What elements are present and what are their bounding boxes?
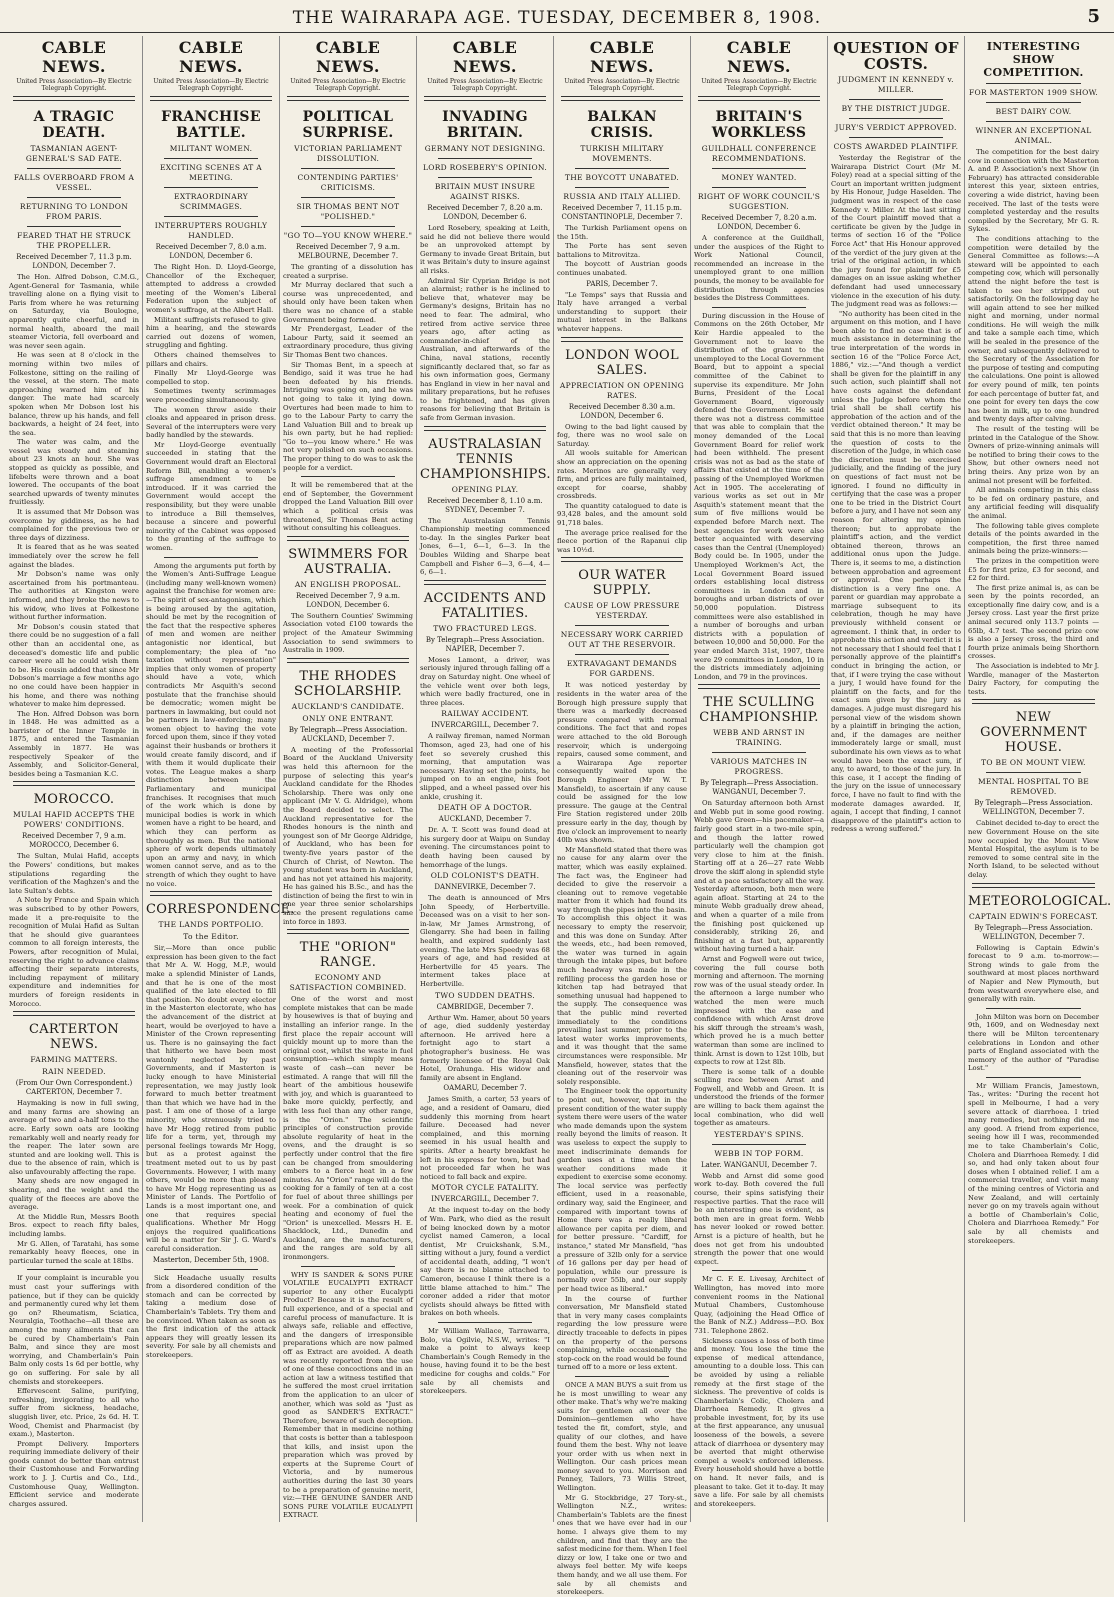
subheading: ECONOMY AND SATISFACTION COMBINED.	[289, 973, 407, 993]
paragraph: The Sultan, Mulai Hafid, accepts the Powers' conditions, but makes stipulations regarding the verification of the Maghzen's and the late Sultan's debts.	[9, 852, 139, 895]
dateline: Masterton, December 5th, 1908.	[152, 1255, 270, 1264]
divider	[575, 625, 669, 626]
column-heading: CABLE NEWS.	[41, 38, 107, 76]
subheading: WINNER AN EXCEPTIONAL ANIMAL.	[975, 126, 1092, 145]
headline: AUSTRALASIAN TENNIS CHAMPIONSHIPS.	[420, 436, 551, 482]
paragraph: Webb and Arnst did some good work to-day. Both covered the full course, their spins satisfying their respective parties. That the race will be an interesting one is evident, as both men are in great form. Webb has never looked or rowed better. Arnst is a picture of health, but he does not get from his undoubted strength the power that one would expect.	[694, 1171, 824, 1266]
subheading: TWO FRACTURED LEGS.	[433, 623, 537, 633]
headline: ACCIDENTS AND FATALITIES.	[423, 590, 547, 621]
divider	[301, 168, 395, 169]
paragraph: A railway fireman, named Norman Thomson, aged 23, had one of his feet so severely crushed this morning, that amputation was necessary. Having set the points, he jumped on to an engine, his foot slipped, and a wheel passed over his ankle, crushing it.	[420, 732, 550, 801]
paragraph: At the Middle Run, Messrs Booth Bros. expect to reach fifty bales, including lambs.	[9, 1212, 139, 1239]
divider	[712, 1270, 806, 1271]
divider	[561, 96, 683, 101]
divider	[986, 121, 1081, 122]
dateline: (From Our Own Correspondent.) CARTERTON, December 7.	[15, 1079, 133, 1097]
subheading: TURKISH MILITARY MOVEMENTS.	[580, 144, 664, 163]
subheading: THE LANDS PORTFOLIO.	[158, 920, 264, 930]
divider	[575, 654, 669, 655]
dateline: OAMARU, December 7.	[443, 1084, 527, 1093]
subheading: VICTORIAN PARLIAMENT DISSOLUTION.	[294, 144, 402, 163]
paragraph: The conditions attaching to the competition were detailed by the General Committee as follows:—A steward will be appointed to each competing cow, which will personally attend the night before the test is taken to see her stripped out satisfactorily. On the following day he will again attend to see her milked night and morning, under normal conditions. He will weigh the milk and take a sample each time, which will be sealed in the presence of the owner, and subsequently delivered to the Secretary of the Association for the purpose of testing and computing the calculations. One point is allowed for every pound of milk, ten points for each percentage of butter fat, and one point for every ten days the cow has been in milk, up to one hundred and twenty days after calving.	[968, 234, 1099, 424]
divider	[27, 1269, 121, 1270]
paragraph: The Porte has sent seven battalions to Mitrovitza.	[557, 242, 687, 259]
paragraph: The Engineer took the opportunity to point out, however, that in the present condition of the water supply system there were users of the water who made demands upon the system really beyond the limits of reason. It was useless to expect the supply to meet indiscriminate demands for garden uses at a time when the weather conditions made it expedient to exercise some economy. The local service was perfectly efficient, used in a reasonable, ordinary way, said the Engineer, and compared with important towns of Home there was a really liberal allowance per capita per diem, and for better pressure. "Cardiff, for instance," stated Mr Mansfield, "has a pressure of 32lb only for a service of 16 gallons per day per head of population, while our pressure is normally over 55lb, and our supply per head twice as liberal."	[557, 1087, 687, 1293]
subheading: FOR MASTERTON 1909 SHOW.	[969, 88, 1098, 97]
subheading: TWO SUDDEN DEATHS.	[435, 990, 535, 1000]
divider	[986, 1077, 1081, 1078]
headline: NEW GOVERNMENT HOUSE.	[980, 710, 1087, 756]
paragraph: In the course of further conversation, Mr Mansfield stated that in very many cases complaints regarding the low pressure were directly traceable to defects in pipes on the property of the persons complaining, while occasionally the stop-cock on the road would be found turned off to a more or less extent.	[557, 1294, 687, 1372]
dateline: Received December 7, 8.20 a.m. LONDON, December 6.	[427, 204, 543, 221]
paragraph: The women threw aside their cloaks and appeared in prison dress. Several of the interrupters were very badly handled by the stewards.	[146, 405, 276, 440]
headline: CORRESPONDENCE.	[146, 902, 295, 918]
subheading: EXTRAORDINARY SCRIMMAGES.	[174, 192, 248, 211]
column-5	[554, 36, 691, 1597]
divider	[13, 781, 135, 786]
masthead	[0, 0, 1114, 33]
dateline: Received December 7, 8.0 a.m. LONDON, December 6.	[155, 243, 267, 260]
dateline: By Telegraph—Press Association. WELLINGTON, December 7.	[974, 799, 1093, 817]
divider	[27, 197, 121, 198]
paragraph: A meeting of the Professorial Board of the Auckland University was held this afternoon for the purpose of selecting this year's Auckland candidate for the Rhodes Scholarship. There was only one applicant (Mr V. G. Aldridge), whom the Board decided to select. The Auckland representative for the Rhodes honours is the ninth and youngest son of Mr George Aldridge, of Auckland, who has been for twenty-five years pastor of the Church of Christ, of Newton. The young student was born in Auckland, and has not yet attained his majority. He has gained his B.Sc., and has the distinction of being the first to win in one year three senior scholarships since the present regulations came into force in 1893.	[283, 745, 413, 926]
divider	[575, 187, 669, 188]
divider	[972, 699, 1095, 704]
subheading: GUILDHALL CONFERENCE RECOMMENDATIONS.	[701, 144, 817, 163]
paragraph: The Southern Counties' Swimming Association voted £100 towards the project of the Amateur Swimming Association to send swimmers to Australia in 1909.	[283, 611, 413, 655]
paragraph: Arthur Wm. Hamer, about 50 years of age, died suddenly yesterday afternoon. He arrived here a fortnight ago to start a photographer's business. He was formerly licensee of the Royal Oak Hotel, Orahunga. His widow and family are absent in England.	[420, 1013, 550, 1082]
headline: OUR WATER SUPPLY.	[578, 568, 666, 599]
subheading: JUDGMENT IN KENNEDY v. MILLER.	[838, 75, 954, 94]
advertisement: Sickness causes a loss of both time and money. You lose the time the expense of medical attendance, amounting to a double loss. This can be avoided by using a reliable remedy at the first stage of the sickness. The preventive of colds is Chamberlain's Colic, Cholera and Diarrhoea Remedy. It gives a probable investment, for, by its use at the first appearance, any unusual looseness of the bowels, a severe attack of diarrhoea or dysentery may be averted that might otherwise compel a week's enforced idleness. Every household should have a bottle on hand. It never fails, and is pleasant to take. Get it to-day. It may save a life. For sale by all chemists and storekeepers.	[694, 1336, 824, 1508]
divider	[986, 83, 1081, 84]
dateline: INVERCARGILL, December 7.	[431, 1195, 539, 1204]
column-heading: CABLE NEWS.	[452, 38, 518, 76]
columns	[6, 36, 1112, 1597]
advertisement: If your complaint is incurable you must cast your sufferings with patience, but if they can be quickly and permanently cured why let them go on? Rheumatism, Sciatica, Neuralgia, Toothache—all these are among the many ailments that can be cured by Chamberlain's Pain Balm, and since they are most worrying, and Chamberlain's Pain Balm only costs 1s 6d per bottle, why go on suffering. For sale by all chemists and storekeepers.	[9, 1274, 139, 1386]
paragraph: During discussion in the House of Commons on the 26th October, Mr Keir Hardie appealed to the Government not to leave the distribution of the grant to the unemployed to the Local Government Board, but to appoint a special committee of the Cabinet to supervise its expenditure. Mr John Burns, President of the Local Government Board, vigorously defended the Government. He said there was not a distress committee that was able to complain that the money demanded of the Local Government Board for relief work had been withheld. The present crisis was not as bad as the state of affairs that existed at the time of the passing of the Unemployed Workmen Act in 1905. The accelerating of various works as set out in Mr Asquith's statement meant that the sum of five millions would be expended before March next. The best agencies for work were also better acquainted with deserving cases than the Central (Unemployed) Body could be. In 1905, under the Unemployed Workmen's Act, the Local Government Board issued orders establishing local distress committees in London and in boroughs and urban districts of over 50,000 population. Distress committees were also established in a number of boroughs and urban districts with a population of between 10,000 and 50,000. For the year ended March 31st, 1907, there were 29 committees in London, 10 in the districts immediately adjoining London, and 79 in the provinces.	[694, 311, 824, 681]
subheading: CAUSE OF LOW PRESSURE YESTERDAY.	[564, 601, 680, 621]
divider	[287, 96, 409, 101]
divider	[575, 168, 669, 169]
divider	[164, 557, 258, 558]
dateline: Later. WANGANUI, December 7.	[700, 1160, 818, 1169]
headline: BRITAIN'S WORKLESS	[711, 109, 807, 141]
headline: FRANCHISE BATTLE.	[161, 109, 261, 141]
advertisement: Mr William Wallace, Tarrawarra, Bolo, via Ogilvie, N.S.W., writes: "I make a point to always keep Chamberlain's Cough Remedy in the house, having found it to be the best medicine for coughs and colds." For sale by all chemists and storekeepers.	[420, 1327, 550, 1396]
paragraph: It is feared that as he was seated immediately over the screw he fell against the blades.	[9, 543, 139, 569]
paragraph: Mr Dobson's name was only ascertained from his portmanteau. The authorities at Kingston were informed, and they broke the news to his widow, who lives at Folkestone without further information.	[9, 570, 139, 622]
divider	[301, 197, 395, 198]
headline: POLITICAL SURPRISE.	[302, 109, 394, 141]
subheading: NECESSARY WORK CARRIED OUT AT THE RESERVOIR.	[560, 630, 684, 650]
paragraph: At the inquest to-day on the body of Wm. Park, who died as the result of being knocked down by a motor cyclist named Cameron, a local dentist, Mr Cruickshank, S.M., sitting without a jury, found a verdict of accidental death, adding, "I won't say there is no blame attached to Cameron, because I think there is a little blame attached to him." The coroner added a rider that motor cyclists should always be fitted with brakes on both wheels.	[420, 1206, 550, 1318]
paragraph: Mr G. Allen, of Taratahi, has some remarkably heavy fleeces, one in particular turned the scale at 18lbs.	[9, 1239, 139, 1265]
divider	[13, 96, 135, 101]
divider	[986, 1008, 1081, 1009]
headline: INTERESTING SHOW COMPETITION.	[983, 40, 1084, 79]
paragraph: Yesterday the Registrar of the Wairarapa District Court (Mr M. Foley) read at a special sitting of the Court an important written judgment by His Honour, Judge Haselden. The judgment was in respect of the case Kennedy v. Miller. At the last sitting of the Court plaintiff moved that a certificate be given by the Judge in terms of section 16 of the "Police Force Act" that His Honour approved of the verdict of the jury given at the trial of the original action, in which the jury found for plaintiff for £5 damages on an issue asking whether defendant had used unnecessary violence in the execution of his duty. The judgment read was as follows:—	[831, 154, 961, 309]
dateline: DANNEVIRKE, December 7.	[434, 883, 536, 892]
dateline: INVERCARGILL, December 7.	[431, 721, 539, 730]
advertisement: Mr C. F. E. Livesay, Architect of Wellington, has moved into more convenient rooms in the National Mutual Chambers, Customhouse Quay, (adjoining the Head Office of the Bank of N.Z.) Address—P.O. Box 731. Telephone 2862.	[694, 1275, 824, 1335]
divider	[301, 1266, 395, 1267]
subheading: EXTRAVAGANT DEMANDS FOR GARDENS.	[566, 659, 678, 679]
dateline: By Telegraph—Press Association. AUCKLAND, December 7.	[288, 725, 408, 743]
divider	[13, 1011, 135, 1016]
headline: BALKAN CRISIS.	[587, 109, 657, 141]
paragraph: He was seen at 8 o'clock in the morning within two miles of Folkestone, sitting on the railing of the vessel, at the stern. The mate approaching warned him of his danger. The mate had scarcely spoken when Mr Dobson lost his balance, threw up his hands, and fell backwards, a height of 24 feet, into the sea.	[9, 351, 139, 437]
paragraph: A Note by France and Spain which was subscribed to by other Powers, made it a pre-requisite to the recognition of Mulai Hafid as Sultan that he should give guarantees common to all foreign interests, the Powers, after recognition of Mulai, reserving the right to advance claims affecting their separate interests, including repayment of military expenditure and indemnities for murders of foreign residents in Morocco.	[9, 896, 139, 1008]
divider	[561, 337, 683, 342]
paragraph: One of the worst and most complete mistakes that can be made by housewives is that of buying and installing an inferior range. In the first place the repair account will quickly mount up to more than the original cost, whilst the waste in fuel consumption—which simply means waste of cash—can never be estimated. A range that will fill the heart of the ambitious housewife with joy, and which is guaranteed to bake more quickly, perfectly, and with less fuel than any other range, is the "Orion." The scientific principles of construction provide absolute regularity of heat in the ovens, and the draught is so perfectly under control that the fire can be changed from smouldering embers to a fierce heat in a few minutes. An "Orion" range will do the cooking for a family of ten at a cost for fuel of about three shillings per week. For a combination of quick heating and economy of fuel the "Orion" is unexcelled. Messrs H. E. Shacklock, Ltd., Dunedin and Auckland, are the manufacturers, and the ranges are sold by all ironmongers.	[283, 995, 413, 1262]
dateline: Received December 7, 11.3 p.m. LONDON, December 7.	[16, 253, 132, 270]
paragraph: The first prize animal is, as can be seen by the points recorded, an exceptionally fine dairy cow, and is a Jersey cross. Last year the first prize animal secured only 113.7 points — 65lb, 4.7 test. The second prize cow is also a Jersey cross, the third and fourth prize animals being Shorthorn crosses.	[968, 583, 1099, 661]
source-line: United Press Association—By Electric Telegraph Copyright.	[290, 78, 406, 92]
divider	[164, 216, 258, 217]
divider	[849, 118, 943, 119]
paragraph: Moses Lamont, a driver, was seriously injured through falling off a dray on Saturday night. One wheel of the vehicle went over both legs, which were badly fractured, one in three places.	[420, 655, 550, 707]
dateline: Received December 7, 11.15 p.m. CONSTANTINOPLE, December 7.	[561, 204, 683, 221]
source-line: United Press Association—By Electric Telegraph Copyright.	[16, 78, 132, 92]
column-4	[417, 36, 554, 1522]
source-line: United Press Association—By Electric Telegraph Copyright.	[153, 78, 269, 92]
headline: INVADING BRITAIN.	[442, 109, 528, 141]
paragraph: A conference at the Guildhall, under the auspices of the Right to Work National Council, recommended an increase in the unemployed grant to one million pounds, the money to be available for distribution through agencies besides the Distress Committees.	[694, 234, 825, 303]
source-line: United Press Association—By Electric Telegraph Copyright.	[701, 78, 817, 92]
paragraph: Mr Mansfield stated that there was no cause for any alarm over the matter, which was easily explained. The fact was, the Engineer had decided to give the reservoir a cleaning out to remove vegetable matter from it which had found its way through the pipes into the basin. To accomplish this object it was necessary to empty the reservoir, and this was done on Sunday. After the weeds, etc., had been removed, the water was turned in again through the intake pipes, but before much headway was made in the refilling process the garden hose or kitchen tap had betrayed that something unusual had happened to the supply. The consequence was that the public mind reverted immediately to the conditions prevailing last summer, prior to the latest water works improvements, and it was thought that the same circumstances were responsible. Mr Mansfield, however, states that the cleaning out of the reservoir was solely responsible.	[557, 845, 687, 1086]
divider	[712, 187, 806, 188]
paragraph: "Le Temps" says that Russia and Italy have arranged a verbal understanding to support their mutual interest in the Balkans whatever happens.	[557, 290, 687, 333]
divider	[424, 96, 546, 101]
headline: SWIMMERS FOR AUSTRALIA.	[288, 546, 408, 577]
divider	[986, 772, 1081, 773]
paragraph: "No authority has been cited in the argument on this motion, and I have been able to find no case that is of much assistance in determining the true interpretation of the words in section 16 of the "Police Force Act, 1886," viz.:—"And though a verdict shall be given for the plaintiff in any such action, such plaintiff shall not have costs against the defendant unless the Judge before whom the trial shall be shall certify his approbation of the action and of the verdict obtained thereon." It may be said that this is no more than leaving the question of costs to the discretion of the Judge, in which case the discretion must be exercised judicially, and the finding of the jury on questions of fact must not be ignored. I found no difficulty in certifying that the case was a proper one to be tried in the District Court before a jury, and I have not seen any reason for altering my opinion thereon; but to approbate the plaintiff's action, and the verdict obtained thereon, throws an additional onus upon the Judge. There is, it seems to me, a distinction between approbation and agreement or approval. One perhaps the distinction is a very fine one. A parent or guardian may approbate a marriage subsequent to its celebration, though he may have previously withheld consent or agreement. I think that, in order to approbate this action and verdict it is not necessary that I should feel that I personally approve of the plaintiff's conduct in bringing the action, or that, if I were trying the case without a jury, I would have found for the plaintiff on the facts, and for the exact sum given by the jury as damages. A judge must disregard his personal view of the wisdom shown by a plaintiff in bringing the action, and, if the damages are neither immoderately large or small, must subordinate his own views as to what would have been the exact sum, if any, to award, to those of the jury. In this case, it I accept the finding of the jury on the issue of unnecessary force, I have no fault to find with the moderate damages awarded. If, again, I accept that finding, I cannot disapprove of the plaintiff's action to redress a wrong suffered."	[831, 309, 961, 834]
paragraph: Others chained themselves to pillars and chairs.	[146, 350, 276, 368]
headline: THE SCULLING CHAMPIONSHIP.	[699, 695, 819, 726]
paragraph: Militant suffragists refused to give him a hearing, and the stewards carried out dozens of women, struggling and fighting.	[146, 315, 276, 350]
divider	[287, 536, 409, 541]
advertisement: WHY IS SANDER & SONS PURE VOLATILE EUCALYPTI EXTRACT superior to any other Eucalypti Product? Because it is the result of full experience, and of a special and careful process of manufacture. It is always safe, reliable and effective, and the dangers of irresponsible preparations which are now palmed off as Extract are avoided. A death was recently reported from the use of one of these concoctions and in an action at law a witness testified that he suffered the most cruel irritation from the application to an ulcer of another, which was sold as "Just as good as SANDER'S EXTRACT." Therefore, beware of such deception. Remember that in medicine nothing that costs is better than a tablespoon that kills, and insist upon the preparation which was proved by experts at the Supreme Court of Victoria, and by numerous authorities during the last 30 years to be a preparation of genuine merit, viz:—THE GENUINE SANDER AND SONS PURE VOLATILE EUCALYPTI EXTRACT.	[283, 1270, 413, 1520]
paragraph: Sometimes twenty scrimmages were proceeding simultaneously.	[146, 387, 276, 404]
divider	[150, 891, 272, 896]
paragraph: All animals competing in this class to be fed on ordinary pasture, and any artificial feeding will disqualify the animal.	[968, 486, 1099, 520]
dateline: PARIS, December 7.	[586, 279, 658, 288]
paragraph: Arnst and Fogwell were out twice, covering the full course both morning and afternoon. The morning row was of the usual steady order. In the afternoon a large number who watched the men were much impressed with the ease and confidence with which Arnst drove his skiff through the stream's wash, which proved he is a much better waterman than some are inclined to think. Arnst is down to 12st 10lb, but expects to row at 12st 8lb.	[694, 954, 824, 1067]
paragraph: All wools suitable for American show an appreciation on the opening rates. Merinos are generally very firm, and prices are fully maintained, except for coarse, shabby crossbreds.	[557, 449, 687, 501]
subheading: AUCKLAND'S CANDIDATE.	[291, 701, 405, 711]
subheading: SIR THOMAS BENT NOT "POLISHED."	[296, 202, 400, 221]
column-8	[965, 36, 1112, 1522]
paragraph: Mr Lloyd-George eventually succeeded in stating that the Government would draft an Electoral Reform Bill, enabling a women's suffrage amendment to be introduced. If it was carried the Government would accept the responsibility, but they were unable to introduce a Bill themselves, because a sincere and powerful minority of the Cabinet was opposed to the granting of the suffrage to women.	[146, 440, 276, 552]
subheading: To the Editor.	[183, 932, 239, 942]
column-7	[828, 36, 965, 1522]
divider	[27, 226, 121, 227]
subheading: BEST DAIRY COW.	[995, 107, 1072, 116]
subheading: TO BE ON MOUNT VIEW.	[981, 758, 1086, 768]
paragraph: Mr Dobson's cousin stated that there could be no suggestion of a fall other than an accidental one, as deceased's domestic life and public career were all he could wish them to be. His cousin added that since Mr Dobson's marriage a few months ago no one could have been happier in his home, and there was nothing whatever to make him depressed.	[9, 622, 139, 709]
column-3	[280, 36, 417, 1522]
divider	[438, 158, 532, 159]
source-line: United Press Association—By Electric Telegraph Copyright.	[564, 78, 680, 92]
divider	[164, 187, 258, 188]
paragraph: The water was calm, and the vessel was steady and steaming about 23 knots an hour. She was stopped as quickly as possible, and lifebelts were thrown and a boat lowered. The occupants of the boat searched upwards of twenty minutes fruitlessly.	[9, 438, 139, 507]
dateline: CAMBRIDGE, December 7.	[436, 1002, 534, 1011]
column-1	[6, 36, 143, 1522]
subheading: WEBB IN TOP FORM.	[714, 1148, 804, 1158]
headline: METEOROLOGICAL.	[968, 893, 1112, 909]
paragraph: It was noticed yesterday by residents in the water area of the Borough high pressure supply that there was a markedly decreased pressure compared with normal conditions. The fact that and ropes were attached to the old Borough reservoir, which is undergoing repairs, caused some comment, and a Wairarapa Age reporter consequently waited upon the Borough Engineer (Mr W. T. Mansfield), to ascertain if any cause could be assigned for the low pressure. The gauge at the Central Fire Station registered under 20lb pressure early in the day, though by five o'clock an improvement to nearly 40lb was shown.	[557, 681, 687, 845]
dateline: AUCKLAND, December 7.	[438, 815, 532, 824]
subheading: RIGHT OF WORK COUNCIL'S SUGGESTION.	[697, 192, 821, 211]
advertisement: Mr G. Stockbridge, 27 Tory-st., Wellington N.Z., writes: Chamberlain's Tablets are the finest ones that we have ever had in our home. I always give them to my children, and find that they are the safest medicine for them. When I feel dizzy or low, I take one or two and always feel better. My wife keeps them handy, and we all use them. For sale by all chemists and storekeepers.	[557, 1493, 687, 1597]
paragraph: Sir Thomas Bent, in a speech at Bendigo, said it was true he had been defeated by his friends. Intriguing was going on, and he was not going to take it lying down. Overtures had been made to him to go to the Labour Party to carry the Land Valuation Bill and to break up his own party, but he had replied: "Go to—you know where." He was not very polished on such occasions. The proper thing to do was to ask the people for a verdict.	[283, 360, 413, 472]
subheading: MILITANT WOMEN.	[169, 144, 253, 153]
paragraph: Cabinet decided to-day to erect the new Government House on the site now occupied by the Mount View Mental Hospital, the asylum is to be removed to some central site in the North Island, to be selected without delay.	[968, 819, 1099, 879]
advertisement: ONCE A MAN BUYS a suit from us he is most unwilling to wear any other make. That's why we're making suits for gentlemen all over the Dominion—gentlemen who have tested the fit, comfort, style, and quality of our clothes, and have found them the best. Why not leave your order with us when next in Wellington. Our cash prices mean money saved to you. Morrison and Penney, Tailors, 73 Willis Street, Wellington.	[557, 1380, 687, 1493]
dateline: Received December 8.30 a.m. LONDON, December 6.	[568, 402, 676, 420]
paragraph: Owing to the bad light caused by fog, there was no wool sale on Saturday.	[557, 422, 687, 448]
column-2	[143, 36, 295, 1522]
divider	[712, 307, 806, 308]
headline: A TRAGIC DEATH.	[33, 109, 115, 141]
divider	[712, 752, 806, 753]
headline: MOROCCO.	[33, 792, 115, 808]
dateline: Received December 8, 1.10 a.m. SYDNEY, December 7.	[427, 496, 543, 514]
divider	[150, 96, 272, 101]
divider	[164, 158, 258, 159]
divider	[849, 137, 943, 138]
headline: CARTERTON NEWS.	[28, 1022, 120, 1053]
column-6	[691, 36, 828, 1522]
subheading: RUSSIA AND ITALY ALLIED.	[563, 192, 681, 201]
divider	[424, 426, 546, 431]
subheading: APPRECIATION ON OPENING RATES.	[559, 380, 685, 400]
paragraph: The result of the testing will be printed in the Catalogue of the Show. Owners of prize-winning animals will be notified to bring their cows to the Show, but other owners need not bring theirs. Any prize won by an animal not present will be forfeited.	[968, 425, 1099, 485]
paragraph: There is some talk of a double sculling race between Arnst and Fogwell, and Webb and Green. It is understood the friends of the former are willing to back them against the local combination, who did well together as amateurs.	[694, 1067, 824, 1128]
subheading: FEARED THAT HE STRUCK THE PROPELLER.	[17, 231, 131, 250]
subheading: CAPTAIN EDWIN'S FORECAST.	[969, 911, 1098, 921]
subheading: OLD COLONIST'S DEATH.	[430, 871, 540, 881]
advertisement: Sick Headache usually results from a disordered condition of the stomach and can be corrected by taking a medium dose of Chamberlain's Tablets. Try them and be convinced. When taken as soon as the first indication of the attack appears they will greatly lessen its severity. For sale by all chemists and storekeepers.	[146, 1273, 276, 1359]
paragraph: Mr Prendergast, Leader of the Labour Party, said it seemed an extraordinary procedure, thus giving Sir Thomas Bent two chances.	[283, 325, 413, 359]
subheading: RAIN NEEDED.	[42, 1067, 106, 1077]
subheading: ONLY ONE ENTRANT.	[302, 713, 394, 723]
dateline: Received December 7, 9 a.m. MELBOURNE, December 7.	[295, 243, 400, 260]
paragraph: The granting of a dissolution has created a surprise.	[283, 263, 413, 280]
divider	[27, 168, 121, 169]
divider	[712, 1144, 806, 1145]
paragraph: The competition for the best dairy cow in connection with the Masterton A. and P. Association's next Show (in February) has attracted considerable interest this year, sixteen entries, covering a wide district, having been received. The last of the tests were completed yesterday and the results compiled by the Secretary, Mr G. R. Sykes.	[968, 148, 1099, 234]
divider	[164, 1269, 258, 1270]
page-number: 5	[1087, 6, 1100, 27]
divider	[438, 177, 532, 178]
paragraph: John Milton was born on December 9th, 1609, and on Wednesday next there will be Milton tercentenary celebrations in London and other parts of England associated with the memory of the author of "Paradise Lost."	[968, 1012, 1099, 1073]
subheading: BY THE DISTRICT JUDGE.	[841, 104, 951, 113]
divider	[301, 226, 395, 227]
paragraph: On Saturday afternoon both Arnst and Webb put in some good rowing. Webb gave Green—his pacemaker—a fairly good start in a two-mile spin, and though the latter rowed particularly well the champion got very close to him at the finish. Starting off at a 26—27 rate Webb drove the skiff along in splendid style and at a pace satisfactory all the way. Yesterday afternoon, both men were again afloat. Starting at 24 to the minute Webb gradually drew ahead, and when a quarter of a mile from the finishing post quickened up considerably, striking 26, and finishing at a fast but, apparently without having turned a hair.	[694, 799, 824, 954]
paragraph: The Hon. Alfred Dobson was born in 1848. He was admitted as a barrister of the Inner Temple in 1875, and entered the Tasmanian Assembly in 1877. He was respectively Speaker of the Assembly, and Solicitor-General, besides being a Tasmanian K.C.	[9, 709, 139, 778]
paragraph: The following table gives complete details of the points awarded in the competition, the first three named animals being the prize-winners:—	[968, 521, 1099, 556]
paragraph: The prizes in the competition were £5 for first prize, £3 for second, and £2 for third.	[968, 556, 1099, 583]
divider	[972, 883, 1095, 888]
subheading: RAILWAY ACCIDENT.	[441, 709, 529, 719]
divider	[438, 1322, 532, 1323]
paragraph: The death is announced of Mrs John Speedy, of Herbertville. Deceased was on a visit to her son-in-law, Mr James Armstrong, of Glengarry. She had been in failing health, and expired suddenly last evening. The late Mrs Speedy was 68 years of age, and had resided at Herbertville for 45 years. The interment takes place at Herbertville.	[420, 894, 550, 989]
advertisement: Effervescent Saline, purifying, refreshing, invigorating to all who suffer from sickness, headache, sluggish liver, etc. Price, 2s 6d. H. T. Wood, Chemist and Pharmacist (by exam.), Masterton.	[9, 1387, 139, 1439]
subheading: DEATH OF A DOCTOR.	[437, 803, 533, 813]
divider	[849, 99, 943, 100]
paragraph: Sir,—More than once public expression has been given to the fact that Mr A. W. Hogg, M.P., would make a splendid Minister of Lands, and that he is one of the most qualified of the late elected to fill that position. No doubt every elector in the Masterton electorate, who has the advancement of the district at heart, would be overjoyed to have a Minister of the Crown representing us. There is no gainsaying the fact that hitherto we have been most wantonly neglected by past Governments, and if Masterton is lucky enough to have Ministerial representation, we may justly look forward to much better treatment than that which we have had in the past. I am one of those of a large minority, who strenuously tried to have Mr Hogg retired from public life for a term, yet, through my personal feelings towards Mr Hogg, but as a protest against the treatment meted out to us by past Governments. However, I with many others, would be more than pleased to have Mr Hogg representing us as Minister of Lands. The Portfolio of Lands is a most important one, and one that requires special qualifications. Whether Mr Hogg enjoys the required qualifications will be a matter for Sir J. G. Ward's careful consideration.	[146, 944, 276, 1253]
paragraph: The Hon. Alfred Dobson, C.M.G., Agent-General for Tasmania, while travelling alone on a flying visit to Paris from where he was returning on Saturday, via Boulogne, apparently quite cheerful, and in normal health, aboard the mail steamer Victoria, fell overboard and was never seen again.	[9, 273, 139, 350]
dateline: Received December 7, 9 a.m. MOROCCO, December 6.	[21, 832, 126, 850]
divider	[287, 929, 409, 934]
divider	[698, 96, 820, 101]
column-heading: CABLE NEWS.	[726, 38, 792, 76]
subheading: MENTAL HOSPITAL TO BE REMOVED.	[977, 777, 1090, 797]
dateline: By Telegraph—Press Association. WELLINGTON, December 7.	[974, 923, 1093, 941]
subheading: THE BOYCOTT UNABATED.	[564, 173, 680, 182]
paragraph: Dr. A. T. Scott was found dead at his surgery door at Waipu on Sunday evening. The circumstances point to death having been caused by hemorrhage of the lungs.	[420, 826, 550, 869]
divider	[712, 168, 806, 169]
paragraph: It will be remembered that at the end of September, the Government dropped the Land Valuation Bill over which a political crisis was threatened, Sir Thomas Bent acting without consulting his colleagues.	[283, 481, 413, 533]
dateline: By Telegraph—Press Association. WANGANUI, December 7.	[699, 779, 819, 797]
subheading: MONEY WANTED.	[721, 173, 797, 182]
divider	[698, 684, 820, 689]
advertisement: Mr William Francis, Jamestown, Tas., writes: "During the recent hot spell in Melbourne, I had a very severe attack of diarrhoea. I tried many remedies, but nothing did me any good. A friend from experience, seeing how ill I was, recommended me to take Chamberlain's Colic, Cholera and Diarrhoea Remedy. I did so, and had only taken about four doses when I obtained relief. I am a commercial traveller, and visit many of the mining centres of Victoria and New Zealand, and will certainly never go on my travels again without a bottle of Chamberlain's Colic, Cholera and Diarrhoea Remedy." For sale by all chemists and storekeepers.	[968, 1081, 1099, 1245]
headline: QUESTION OF COSTS.	[833, 39, 959, 73]
headline: THE RHODES SCHOLARSHIP.	[294, 668, 402, 699]
headline: LONDON WOOL SALES.	[565, 347, 679, 378]
column-heading: CABLE NEWS.	[589, 38, 655, 76]
divider	[287, 658, 409, 663]
dateline: By Telegraph—Press Association. NAPIER, December 7.	[425, 635, 545, 653]
dateline: Received December 7, 8.20 a.m. LONDON, December 6.	[701, 214, 817, 231]
subheading: COSTS AWARDED PLAINTIFF.	[833, 142, 959, 151]
subheading: EXCITING SCENES AT A MEETING.	[159, 163, 262, 182]
subheading: BRITAIN MUST INSURE AGAINST RISKS.	[434, 182, 536, 201]
divider	[575, 1376, 669, 1377]
subheading: CONTENDING PARTIES' CRITICISMS.	[297, 173, 399, 192]
source-line: United Press Association—By Electric Telegraph Copyright.	[427, 78, 543, 92]
subheading: OPENING PLAY.	[451, 484, 519, 494]
paragraph: Following is Captain Edwin's forecast to 9 a.m. to-morrow:—Strong winds to gale from the southward at most places northward of Napier and New Plymouth, but from westward everywhere else, and generally with rain.	[968, 943, 1099, 1004]
paragraph: It is assumed that Mr Dobson was overcome by giddiness, as he had complained for the previous two or three days of dizziness.	[9, 508, 139, 542]
headline: THE "ORION" RANGE.	[299, 940, 397, 971]
paragraph: The Australasian Tennis Championship meeting commenced to-day. In the singles Parker beat Jones, 6—1, 6—1, 6—3. In the Doubles Wilding and Sharpe beat Campbell and Fisher 6—3, 6—4, 4—6, 6—1.	[420, 516, 550, 577]
subheading: TASMANIAN AGENT-GENERAL'S SAD FATE.	[25, 144, 123, 163]
paragraph: Lord Rosebery, speaking at Leith, said he did not believe there would be an unprovoked attempt by Germany to invade Great Britain, but it was Britain's duty to insure against all risks.	[420, 224, 550, 275]
paragraph: The Right Hon. D. Lloyd-George, Chancellor of the Exchequer, attempted to address a crowded meeting of the Women's Liberal Federation upon the subject of women's suffrage, at the Albert Hall.	[146, 263, 276, 314]
paragraph: James Smith, a carter, 53 years of age, and a resident of Oamaru, died suddenly this morning from heart failure. Deceased had never complained, and this morning seemed in his usual health and spirits. After a hearty breakfast he left in his express for town, but had not proceeded far when he was noticed to fall back and expire.	[420, 1095, 550, 1181]
paragraph: Many sheds are now engaged in shearing, and the weight and the quality of the fleeces are above the average.	[9, 1177, 139, 1212]
paragraph: The quantity catalogued to date is 93,428 bales, and the amount sold 91,718 bales.	[557, 501, 687, 528]
paragraph: The boycott of Austrian goods continues unabated.	[557, 260, 687, 277]
paragraph: The average price realised for the fleece portion of the Rapanui clip was 10½d.	[557, 528, 687, 554]
subheading: INTERRUPTERS ROUGHLY HANDLED.	[154, 221, 268, 240]
newspaper-title: THE WAIRARAPA AGE. TUESDAY, DECEMBER 8, 1908.	[292, 8, 822, 28]
subheading: FARMING MATTERS.	[30, 1055, 118, 1065]
divider	[986, 102, 1081, 103]
dateline: Received December 7, 9 a.m. LONDON, December 6.	[295, 591, 400, 609]
subheading: FALLS OVERBOARD FROM A VESSEL.	[13, 173, 135, 192]
subheading: RETURNING TO LONDON FROM PARIS.	[19, 202, 129, 221]
subheading: AN ENGLISH PROPOSAL.	[294, 579, 402, 589]
divider	[561, 557, 683, 562]
column-heading: CABLE NEWS.	[178, 38, 244, 76]
advertisement: Prompt Delivery. Importers requiring immediate delivery of their goods cannot do better than entrust their Customhouse and Forwarding work to J. J. Curtis and Co., Ltd., Customhouse Quay, Wellington. Efficient service and moderate charges assured.	[9, 1439, 139, 1508]
paragraph: Haymaking is now in full swing, and many farms are showing an average of two and a-half tons to the acre. Early sown oats are looking remarkably well and nearly ready for the reaper. The later sown are stunted and are looking well. This is due to the absence of rain, which is also unfavourably affecting the rape.	[9, 1099, 139, 1176]
paragraph: The Turkish Parliament opens on the 15th.	[557, 224, 687, 241]
paragraph: Among the arguments put forth by the Women's Anti-Suffrage League (including many well-known women) against the franchise for women are:—The spirit of sex-antagonism, which is being aroused by the agitation, should be met by the recognition of the fact that the respective spheres of men and women are neither antagonistic nor identical, but complementary; the plea of "no taxation without representation" implies that only women of property should have a vote, which contradicts Mr Asquith's second postulate that the franchise should be democratic; women might be partners in lawmaking, but could not be partners in law-enforcing; many women object to having the vote forced upon them, since if they voted against their husbands or brothers it would create family discord, and if with them it would duplicate their votes. The League makes a sharp distinction between the Parliamentary and municipal franchises. It recognises that much of the work which is done by municipal bodies is work in which women have a right to be heard, and which they can perform as thoroughly as men. But the national sphere of work depends ultimately upon an army and navy, in which women cannot serve, and as to the strength of which they ought to have no voice.	[146, 561, 276, 888]
subheading: VARIOUS MATCHES IN PROGRESS.	[710, 757, 808, 777]
subheading: LORD ROSEBERY'S OPINION.	[422, 163, 548, 172]
column-heading: CABLE NEWS.	[315, 38, 381, 76]
paragraph: Admiral Sir Cyprian Bridge is not an alarmist; rather is he inclined to believe that, whatever may be Germany's designs, Britain has no need to fear. The admiral, who retired from active service three years ago, after acting as commander-in-chief of the Australian, and afterwards of the China, naval stations, recently significantly declared that, so far as his own information goes, Germany has England in view in her naval and military preparations, but he refuses to be frightened, and has given reasons for believing that Britain is safe from German invasion.	[420, 276, 550, 423]
divider	[424, 580, 546, 585]
subheading: YESTERDAY'S SPINS.	[714, 1129, 804, 1139]
paragraph: Mr Murray declared that such a course was unprecedented, and should only have been taken when there was no chance of a stable Government being formed.	[283, 281, 413, 324]
subheading: JURY'S VERDICT APPROVED.	[835, 123, 957, 132]
paragraph: The Association is indebted to Mr J. Wardle, manager of the Masterton Dairy Factory, for computing the tests.	[968, 662, 1099, 696]
subheading: GERMANY NOT DESIGNING.	[424, 144, 546, 153]
subheading: WEBB AND ARNST IN TRAINING.	[713, 728, 805, 748]
subheading: "GO TO—YOU KNOW WHERE."	[283, 231, 413, 240]
subheading: MOTOR CYCLE FATALITY.	[431, 1183, 539, 1193]
paragraph: Finally Mr Lloyd-George was compelled to stop.	[146, 369, 276, 386]
divider	[301, 476, 395, 477]
subheading: MULAI HAFID ACCEPTS THE POWERS' CONDITIONS.	[12, 810, 136, 830]
